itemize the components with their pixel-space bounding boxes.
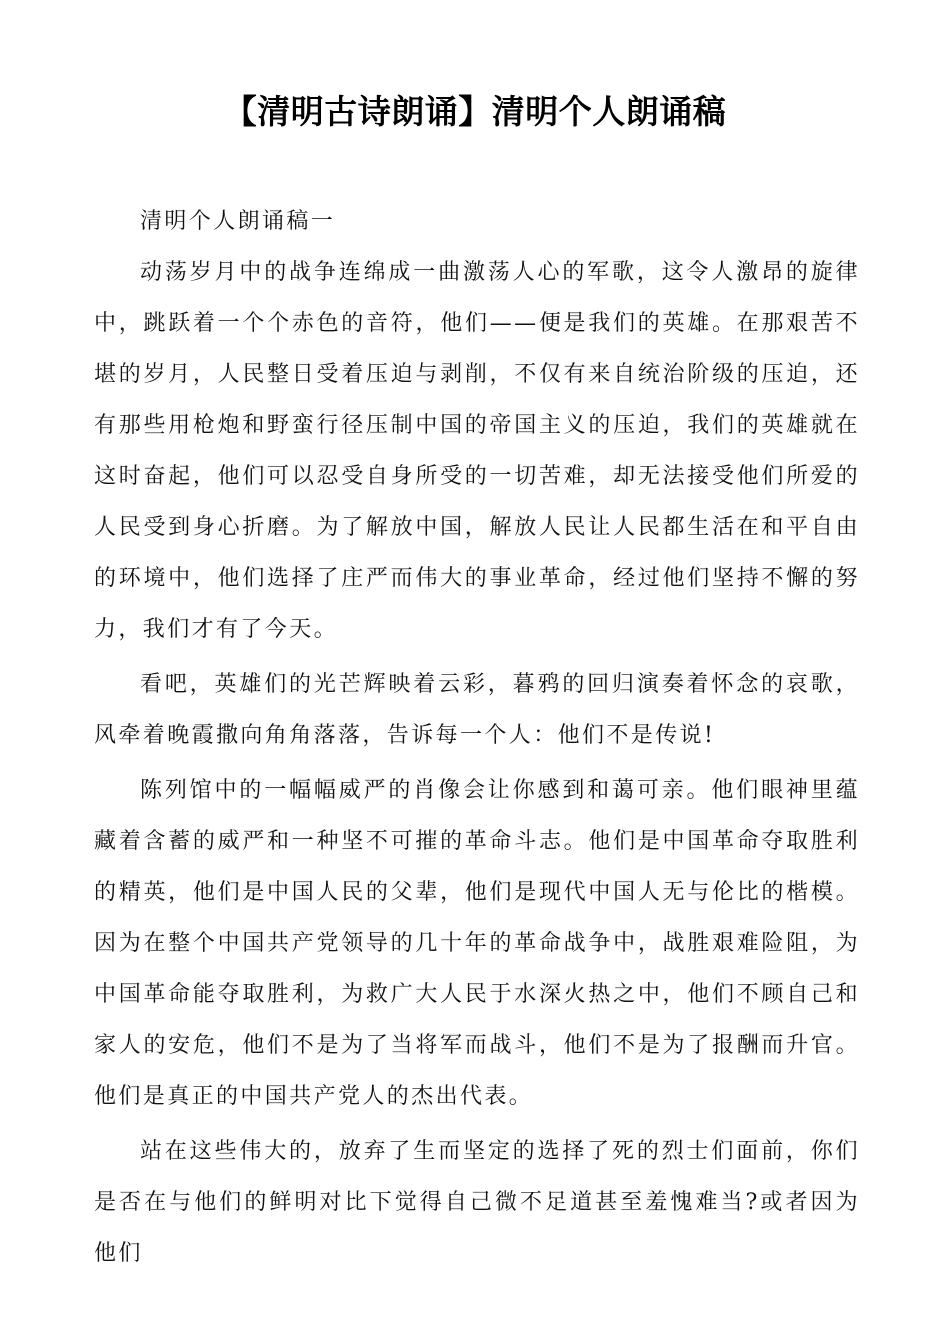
paragraph-3: 陈列馆中的一幅幅威严的肖像会让你感到和蔼可亲。他们眼神里蕴藏着含蓄的威严和一种坚不可摧的革命斗志。他们是中国革命夺取胜利的精英，他们是中国人民的父辈，他们是现代中国人无与伦比的楷模。因为在整个中国共产党领导的几十年的革命战争中，战胜艰难险阻，为中国革命能夺取胜利，为救广大人民于水深火热之中，他们不顾自己和家人的安危，他们不是为了当将军而战斗，他们不是为了报酬而升官。他们是真正的中国共产党人的杰出代表。: [94, 778, 860, 1109]
section-subheading: 清明个人朗诵稿一: [140, 209, 336, 234]
paragraph-4: 站在这些伟大的，放弃了生而坚定的选择了死的烈士们面前，你们是否在与他们的鲜明对比下觉得自己微不足道甚至羞愧难当?或者因为他们: [94, 1139, 860, 1266]
document-body: [94, 196, 860, 1283]
paragraph-2: 看吧，英雄们的光芒辉映着云彩，暮鸦的回归演奏着怀念的哀歌，风牵着晚霞撒向角角落落，告诉每一个人：他们不是传说!: [94, 672, 860, 748]
document-title: 【清明古诗朗诵】清明个人朗诵稿: [223, 92, 727, 131]
paragraph-1: 动荡岁月中的战争连绵成一曲激荡人心的军歌，这令人激昂的旋律中，跳跃着一个个赤色的音符，他们——便是我们的英雄。在那艰苦不堪的岁月，人民整日受着压迫与剥削，不仅有来自统治阶级的压迫，还有那些用枪炮和野蛮行径压制中国的帝国主义的压迫，我们的英雄就在这时奋起，他们可以忍受自身所受的一切苦难，却无法接受他们所爱的人民受到身心折磨。为了解放中国，解放人民让人民都生活在和平自由的环境中，他们选择了庄严而伟大的事业革命，经过他们坚持不懈的努力，我们才有了今天。: [94, 260, 860, 642]
